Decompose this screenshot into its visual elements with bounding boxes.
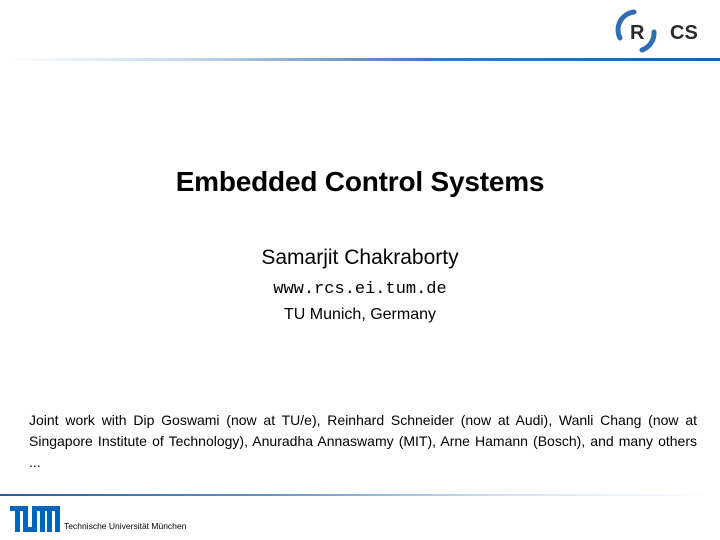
header-divider (0, 58, 720, 61)
slide-title: Embedded Control Systems (175, 166, 545, 197)
svg-text:CS: CS (670, 22, 698, 44)
svg-text:R: R (630, 22, 645, 44)
author-name: Samarjit Chakraborty (261, 246, 459, 269)
university-name: Technische Universität München (64, 521, 187, 531)
tum-logo (10, 506, 60, 532)
rcs-logo (612, 6, 716, 54)
credits-text: Joint work with Dip Goswami (now at TU/e), Reinhard Schneider (now at Audi), Wanli Chang (now at Singapore Institute of Technology), Anuradha Annaswamy (MIT), Arne Hamann (Bosch), and many others ... (29, 412, 697, 470)
website-link[interactable]: www.rcs.ei.tum.de (273, 280, 447, 299)
affiliation: TU Munich, Germany (283, 306, 437, 323)
footer-divider (0, 494, 720, 496)
